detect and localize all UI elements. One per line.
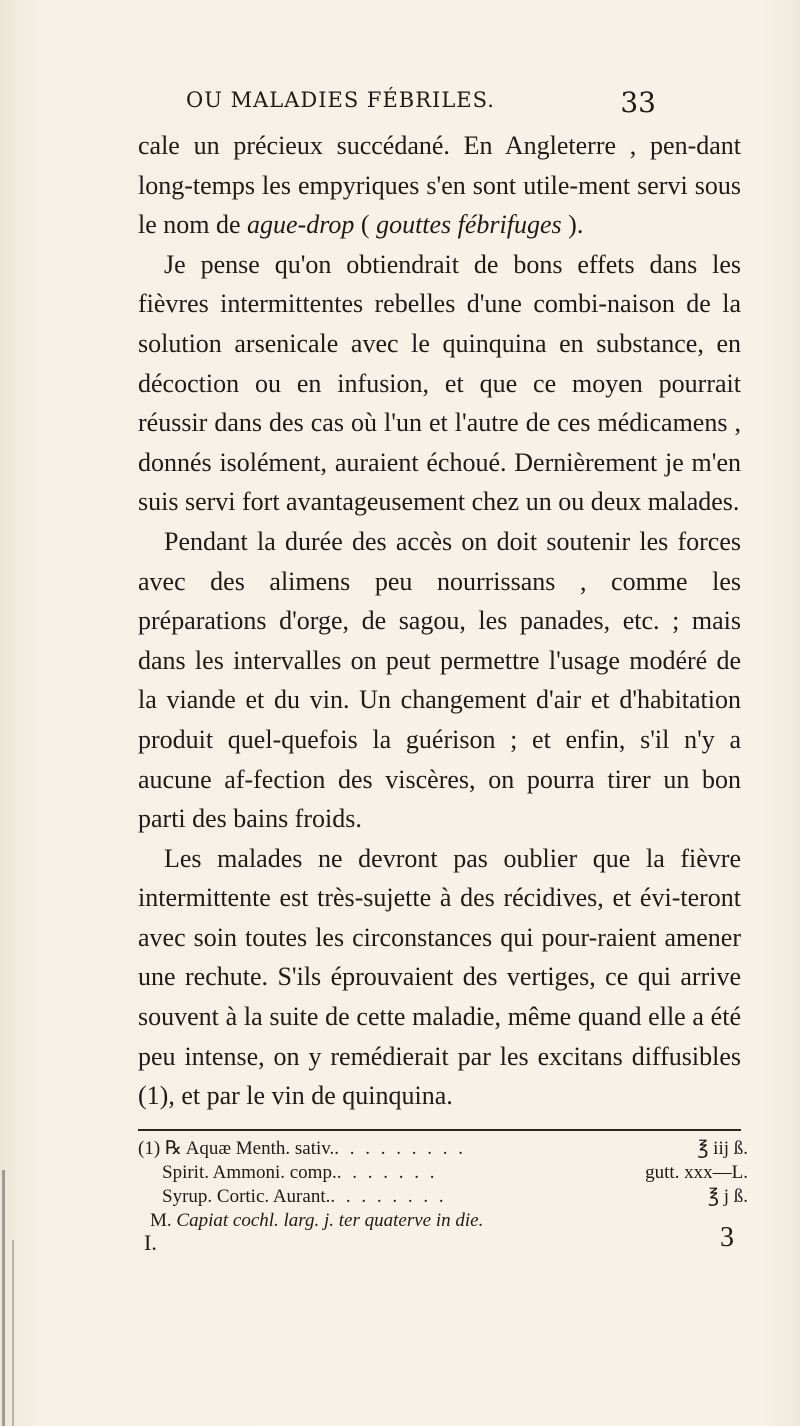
footnote-line: Syrup. Cortic. Aurant. . . . . . . . . ℥ j ß. [162, 1186, 748, 1207]
binding-edge [2, 1170, 5, 1426]
paragraph [138, 522, 741, 839]
paragraph-text: ). [561, 210, 584, 240]
page-number: 33 [620, 86, 656, 119]
paragraph-text: Les malades ne devront pas oublier que la fièvre intermittente est très-sujette à des récidives, et évi-teront avec soin toutes les circonstances qui pour-raient amener une rechute. S'ils éprouvaient des vertiges, ce qui arrive souvent à la suite de cette maladie, même quand elle a été peu intense, on y remédierait par les excitans diffusibles (1), et par le vin de quinquina. [138, 843, 741, 1111]
paragraph-text: cale un précieux succédané. En Angleterre , pen-dant long-temps les empyriques s'en sont utile-ment servi sous le nom de [138, 131, 741, 240]
signature-number: 3 [720, 1222, 734, 1253]
running-title: OU MALADIES FÉBRILES. [186, 88, 495, 112]
signature-line [144, 1222, 734, 1256]
footnote-line: Spirit. Ammoni. comp. . . . . . . . gutt. xxx—L. [162, 1162, 748, 1183]
paragraph-text: Pendant la durée des accès on doit soutenir les forces avec des alimens peu nourrissans , comme les préparations d'orge, de sagou, les panades, etc. ; mais dans les intervalles on peut permettre l'usage modéré de la viande et du vin. Un changement d'air et d'habitation produit quel-quefois la guérison ; et enfin, s'il n'y a aucune af-fection des viscères, on pourra tirer un bon parti des bains froids. [138, 526, 741, 834]
italic-text: gouttes fébrifuges [376, 210, 562, 240]
paragraph [138, 126, 741, 245]
footnote-line: (1) ℞ Aquæ Menth. sativ. . . . . . . . . . ℥ iij ß. [138, 1138, 748, 1159]
paragraph-text: Je pense qu'on obtiendrait de bons effets dans les fièvres intermittentes rebelles d'une combi-naison de la solution arsenicale avec le quinquina en substance, en décoction ou en infusion, et que ce moyen pourrait réussir dans des cas où l'un et l'autre de ces médicamens , donnés isolément, auraient échoué. Dernièrement je m'en suis servi fort avantageusement chez un ou deux malades. [138, 249, 741, 517]
recipe-text: Capiat cochl. larg. j. ter quaterve in die. [176, 1210, 484, 1231]
italic-text: ague-drop [247, 210, 355, 240]
signature-mark: I. [144, 1230, 157, 1255]
paragraph [138, 245, 741, 522]
recipe-prefix: M. [150, 1210, 172, 1231]
paragraph [138, 839, 741, 1116]
footnote [138, 1137, 748, 1233]
body-text [138, 126, 741, 1116]
binding-edge-inner [12, 1240, 14, 1426]
paragraph-text: ( [354, 210, 377, 240]
footnote-rule [138, 1129, 741, 1131]
